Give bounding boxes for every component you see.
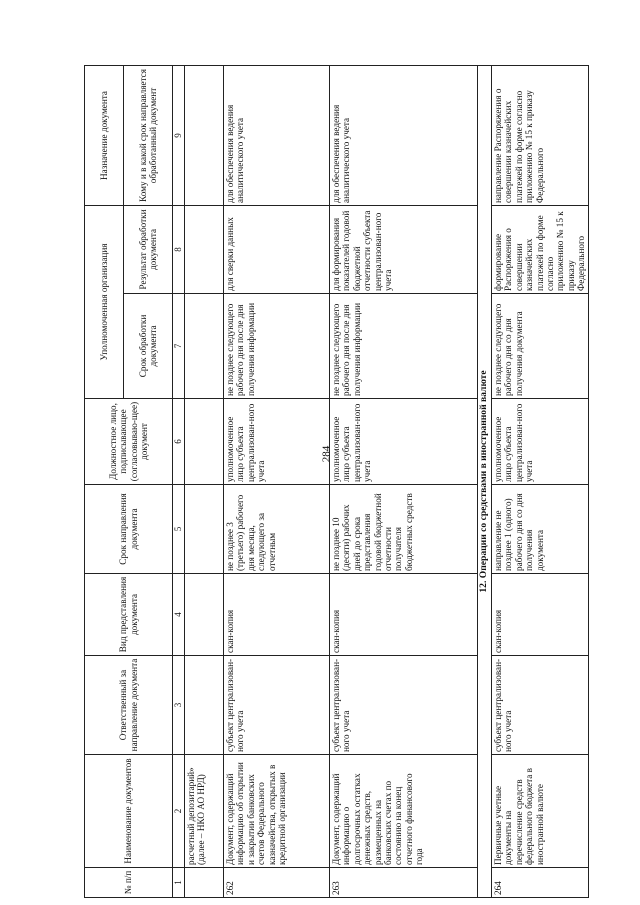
row-processing-deadline: не позднее следующего рабочего дня после дня получения информации xyxy=(224,294,330,399)
row-processing-result: для формирования показателей годовой бюджетной отчетности субъекта централизован-ного учета xyxy=(330,205,478,293)
row-responsible: субъект централизован-ного учета xyxy=(224,656,330,755)
row-deadline: направление не позднее 1 (одного) рабочего дня со дня получения документа xyxy=(492,485,589,574)
table-row xyxy=(330,65,478,897)
row-official: уполномоченное лицо субъекта централизован-ного учета xyxy=(492,399,589,485)
row-deadline: не позднее 3 (третьего) рабочего дня месяца, следующего за отчетным xyxy=(224,485,330,574)
header-processing-result: Результат обработки документа xyxy=(124,205,173,293)
column-number: 9 xyxy=(173,65,185,205)
row-purpose: для обеспечения ведения аналитического учета xyxy=(224,65,330,205)
header-num: № п/п xyxy=(85,868,173,898)
column-number: 2 xyxy=(173,755,185,868)
column-number: 6 xyxy=(173,399,185,485)
row-name: Первичные учетные документы на перечисление средств федерального бюджета в иностранной валюте xyxy=(492,755,589,868)
row-num: 264 xyxy=(492,868,589,898)
row-purpose xyxy=(185,65,224,205)
row-num xyxy=(185,868,224,898)
row-name: Документ, содержащий информацию о долгосрочных остатках денежных средств, размещенных на банковских счетах по состоянию на конец отчетного финансового года xyxy=(330,755,478,868)
header-form: Вид представления документа xyxy=(85,574,173,656)
page-number: 284 xyxy=(320,445,333,463)
row-processing-deadline: не позднее следующего рабочего дня после дня получения информации xyxy=(330,294,478,399)
header-official: Должностное лицо, подписывающее (согласовываю-щее) документ xyxy=(85,399,173,485)
row-processing-deadline xyxy=(185,294,224,399)
column-number: 1 xyxy=(173,868,185,898)
row-processing-result xyxy=(185,205,224,293)
row-form: скан-копия xyxy=(330,574,478,656)
header-name: Наименование документов xyxy=(85,755,173,868)
row-form: скан-копия xyxy=(492,574,589,656)
row-responsible: субъект централизован-ного учета xyxy=(492,656,589,755)
column-number: 4 xyxy=(173,574,185,656)
table-row xyxy=(492,65,589,897)
header-purpose: Назначение документа xyxy=(85,65,124,205)
header-processing-deadline: Срок обработки документа xyxy=(124,294,173,399)
row-form: скан-копия xyxy=(224,574,330,656)
row-official: уполномоченное лицо субъекта централизован-ного учета xyxy=(224,399,330,485)
section-title: 12. Операции со средствами в иностранной валюте xyxy=(478,65,492,897)
column-number: 8 xyxy=(173,205,185,293)
row-purpose: направление Распоряжения о совершении казначейских платежей по форме согласно приложению № 15 к приказу Федерального xyxy=(492,65,589,205)
row-num: 262 xyxy=(224,868,330,898)
column-number: 3 xyxy=(173,656,185,755)
row-deadline xyxy=(185,485,224,574)
column-number: 7 xyxy=(173,294,185,399)
rotated-table-wrapper xyxy=(84,66,587,898)
row-responsible xyxy=(185,656,224,755)
row-processing-result: формирование Распоряжения о совершении казначейских платежей по форме согласно приложению № 15 к приказу Федерального xyxy=(492,205,589,293)
section-header-row xyxy=(478,65,492,897)
row-official xyxy=(185,399,224,485)
header-deadline: Срок направления документа xyxy=(85,485,173,574)
row-form xyxy=(185,574,224,656)
header-authorized-org: Уполномоченная организация xyxy=(85,205,124,398)
column-number: 5 xyxy=(173,485,185,574)
documents-table xyxy=(84,65,589,898)
row-processing-result: для сверки данных xyxy=(224,205,330,293)
table-row xyxy=(224,65,330,897)
row-responsible: субъект централизован-ного учета xyxy=(330,656,478,755)
header-responsible: Ответственный за направление документа xyxy=(85,656,173,755)
row-processing-deadline: не позднее следующего рабочего дня со дня получения документа xyxy=(492,294,589,399)
row-name: Документ, содержащий информацию об открытии и закрытии банковских счетов Федерального казначейства, открытых в кредитной организации xyxy=(224,755,330,868)
row-official: уполномоченное лицо субъекта централизован-ного учета xyxy=(330,399,478,485)
row-num: 263 xyxy=(330,868,478,898)
row-deadline: не позднее 10 (десяти) рабочих дней до срока представления годовой бюджетной отчетности получателя бюджетных средств xyxy=(330,485,478,574)
row-name: расчетный депозитарий» (далее – НКО АО НРД) xyxy=(185,755,224,868)
row-purpose: для обеспечения ведения аналитического учета xyxy=(330,65,478,205)
header-purpose-sub: Кому и в какой срок направляется обработанный документ xyxy=(124,65,173,205)
table-row xyxy=(185,65,224,897)
